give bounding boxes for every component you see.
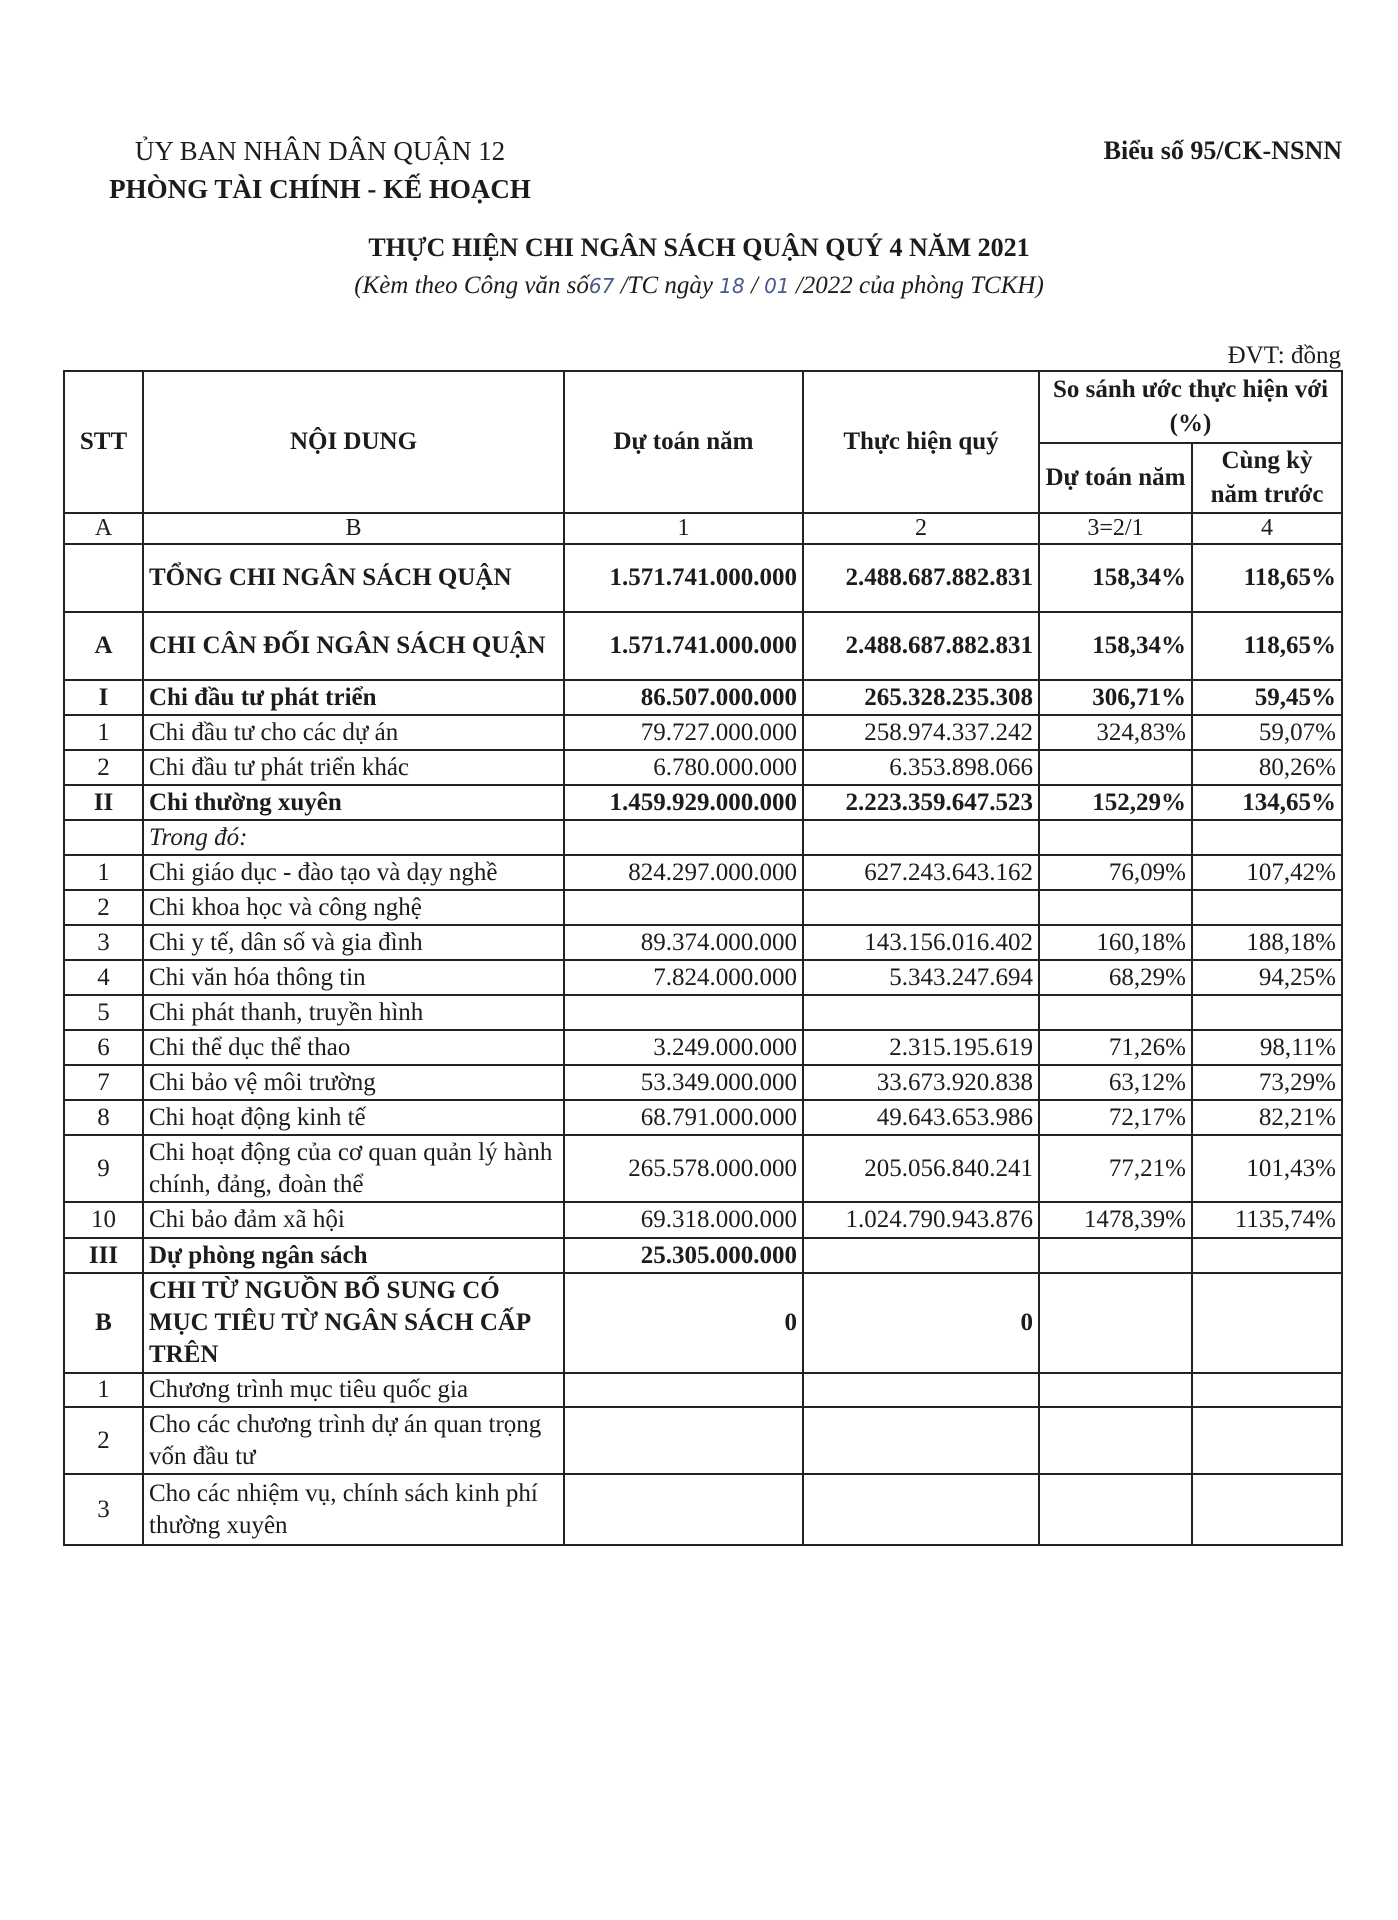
stt-cell: 3 xyxy=(64,925,143,960)
table-row xyxy=(64,995,1342,1030)
pct-prior-cell: 118,65% xyxy=(1192,612,1342,680)
content-cell: Chi hoạt động của cơ quan quản lý hành chính, đảng, đoàn thể xyxy=(143,1135,564,1202)
index-cell: 4 xyxy=(1192,513,1342,544)
date-separator: / xyxy=(750,272,758,299)
table-row xyxy=(64,1135,1342,1202)
content-cell: Chi văn hóa thông tin xyxy=(143,960,564,995)
table-row xyxy=(64,1407,1342,1474)
pct-prior-cell: 80,26% xyxy=(1192,750,1342,785)
estimate-cell: 1.571.741.000.000 xyxy=(564,544,803,612)
estimate-cell: 824.297.000.000 xyxy=(564,855,803,890)
pct-estimate-cell xyxy=(1039,750,1192,785)
content-cell: Chi thường xuyên xyxy=(143,785,564,820)
content-cell: Chi đầu tư cho các dự án xyxy=(143,715,564,750)
table-row xyxy=(64,1100,1342,1135)
agency-name: ỦY BAN NHÂN DÂN QUẬN 12 xyxy=(134,136,506,166)
actual-cell: 2.488.687.882.831 xyxy=(803,544,1039,612)
table-row xyxy=(64,960,1342,995)
header-content: NỘI DUNG xyxy=(143,371,564,513)
pct-estimate-cell: 1478,39% xyxy=(1039,1202,1192,1238)
pct-prior-cell: 82,21% xyxy=(1192,1100,1342,1135)
estimate-cell: 1.571.741.000.000 xyxy=(564,612,803,680)
table-row xyxy=(64,544,1342,612)
content-cell: Chi bảo vệ môi trường xyxy=(143,1065,564,1100)
table-row xyxy=(64,1273,1342,1373)
pct-prior-cell: 59,45% xyxy=(1192,680,1342,715)
estimate-cell: 68.791.000.000 xyxy=(564,1100,803,1135)
pct-prior-cell: 188,18% xyxy=(1192,925,1342,960)
header-estimate: Dự toán năm xyxy=(564,371,803,513)
handwritten-day: 18 xyxy=(719,274,745,298)
pct-estimate-cell: 63,12% xyxy=(1039,1065,1192,1100)
actual-cell: 5.343.247.694 xyxy=(803,960,1039,995)
index-cell: 1 xyxy=(564,513,803,544)
stt-cell xyxy=(64,544,143,612)
pct-prior-cell xyxy=(1192,1238,1342,1273)
actual-cell xyxy=(803,1238,1039,1273)
pct-estimate-cell xyxy=(1039,1273,1192,1373)
content-cell: Chương trình mục tiêu quốc gia xyxy=(143,1373,564,1407)
document-subtitle xyxy=(0,272,1398,300)
document-title: THỰC HIỆN CHI NGÂN SÁCH QUẬN QUÝ 4 NĂM 2021 xyxy=(368,233,1030,262)
content-cell: CHI CÂN ĐỐI NGÂN SÁCH QUẬN xyxy=(143,612,564,680)
actual-cell xyxy=(803,890,1039,925)
budget-table xyxy=(63,370,1343,1546)
pct-estimate-cell: 77,21% xyxy=(1039,1135,1192,1202)
table-row xyxy=(64,785,1342,820)
pct-prior-cell: 94,25% xyxy=(1192,960,1342,995)
stt-cell: 10 xyxy=(64,1202,143,1238)
estimate-cell: 7.824.000.000 xyxy=(564,960,803,995)
stt-cell: 9 xyxy=(64,1135,143,1202)
actual-cell: 265.328.235.308 xyxy=(803,680,1039,715)
table-row xyxy=(64,680,1342,715)
stt-cell: 7 xyxy=(64,1065,143,1100)
actual-cell: 2.315.195.619 xyxy=(803,1030,1039,1065)
stt-cell: 3 xyxy=(64,1474,143,1545)
table-row xyxy=(64,1202,1342,1238)
content-cell: Chi thể dục thể thao xyxy=(143,1030,564,1065)
estimate-cell: 79.727.000.000 xyxy=(564,715,803,750)
actual-cell: 627.243.643.162 xyxy=(803,855,1039,890)
estimate-cell: 53.349.000.000 xyxy=(564,1065,803,1100)
pct-prior-cell: 1135,74% xyxy=(1192,1202,1342,1238)
stt-cell: 8 xyxy=(64,1100,143,1135)
pct-estimate-cell xyxy=(1039,1474,1192,1545)
handwritten-doc-number: 67 xyxy=(588,274,615,298)
subtitle-part2: /TC ngày xyxy=(620,272,713,299)
estimate-cell: 1.459.929.000.000 xyxy=(564,785,803,820)
header-stt: STT xyxy=(64,371,143,513)
pct-estimate-cell: 158,34% xyxy=(1039,544,1192,612)
pct-estimate-cell: 68,29% xyxy=(1039,960,1192,995)
actual-cell xyxy=(803,1407,1039,1474)
table-row xyxy=(64,820,1342,855)
pct-prior-cell: 134,65% xyxy=(1192,785,1342,820)
table-row xyxy=(64,1030,1342,1065)
pct-estimate-cell: 72,17% xyxy=(1039,1100,1192,1135)
pct-prior-cell xyxy=(1192,1273,1342,1373)
actual-cell: 205.056.840.241 xyxy=(803,1135,1039,1202)
index-cell: A xyxy=(64,513,143,544)
actual-cell: 2.223.359.647.523 xyxy=(803,785,1039,820)
content-cell: TỔNG CHI NGÂN SÁCH QUẬN xyxy=(143,544,564,612)
actual-cell: 1.024.790.943.876 xyxy=(803,1202,1039,1238)
table-row xyxy=(64,890,1342,925)
form-number: Biểu số 95/CK-NSNN xyxy=(1103,136,1342,165)
content-cell: Chi khoa học và công nghệ xyxy=(143,890,564,925)
table-row xyxy=(64,750,1342,785)
table-row xyxy=(64,715,1342,750)
table-row xyxy=(64,612,1342,680)
content-cell: Chi bảo đảm xã hội xyxy=(143,1202,564,1238)
stt-cell: 2 xyxy=(64,890,143,925)
stt-cell: 1 xyxy=(64,715,143,750)
pct-estimate-cell: 76,09% xyxy=(1039,855,1192,890)
pct-prior-cell: 98,11% xyxy=(1192,1030,1342,1065)
content-cell: Chi phát thanh, truyền hình xyxy=(143,995,564,1030)
pct-prior-cell xyxy=(1192,890,1342,925)
pct-prior-cell xyxy=(1192,1407,1342,1474)
stt-cell: I xyxy=(64,680,143,715)
header-vs-prior: Cùng kỳ năm trước xyxy=(1192,443,1342,513)
content-cell: Chi đầu tư phát triển khác xyxy=(143,750,564,785)
stt-cell: II xyxy=(64,785,143,820)
table-row xyxy=(64,1373,1342,1407)
estimate-cell: 25.305.000.000 xyxy=(564,1238,803,1273)
content-cell: Chi hoạt động kinh tế xyxy=(143,1100,564,1135)
actual-cell xyxy=(803,1474,1039,1545)
content-cell: CHI TỪ NGUỒN BỔ SUNG CÓ MỤC TIÊU TỪ NGÂN SÁCH CẤP TRÊN xyxy=(143,1273,564,1373)
estimate-cell: 3.249.000.000 xyxy=(564,1030,803,1065)
pct-estimate-cell: 306,71% xyxy=(1039,680,1192,715)
estimate-cell: 86.507.000.000 xyxy=(564,680,803,715)
unit-label: ĐVT: đồng xyxy=(1227,342,1341,369)
stt-cell: 5 xyxy=(64,995,143,1030)
subtitle-part1: (Kèm theo Công văn số xyxy=(354,272,589,299)
content-cell: Trong đó: xyxy=(143,820,564,855)
actual-cell: 2.488.687.882.831 xyxy=(803,612,1039,680)
stt-cell: 2 xyxy=(64,1407,143,1474)
index-cell: 3=2/1 xyxy=(1039,513,1192,544)
stt-cell: 6 xyxy=(64,1030,143,1065)
actual-cell xyxy=(803,820,1039,855)
stt-cell: III xyxy=(64,1238,143,1273)
pct-estimate-cell: 152,29% xyxy=(1039,785,1192,820)
stt-cell: 1 xyxy=(64,855,143,890)
pct-estimate-cell xyxy=(1039,1238,1192,1273)
content-cell: Dự phòng ngân sách xyxy=(143,1238,564,1273)
table-row xyxy=(64,1474,1342,1545)
table-row xyxy=(64,855,1342,890)
estimate-cell xyxy=(564,1373,803,1407)
stt-cell: 2 xyxy=(64,750,143,785)
stt-cell: 4 xyxy=(64,960,143,995)
content-cell: Cho các nhiệm vụ, chính sách kinh phí thường xuyên xyxy=(143,1474,564,1545)
actual-cell: 258.974.337.242 xyxy=(803,715,1039,750)
estimate-cell xyxy=(564,1474,803,1545)
actual-cell xyxy=(803,1373,1039,1407)
pct-estimate-cell: 71,26% xyxy=(1039,1030,1192,1065)
pct-estimate-cell xyxy=(1039,995,1192,1030)
issuer-block xyxy=(85,132,555,208)
pct-estimate-cell xyxy=(1039,890,1192,925)
estimate-cell xyxy=(564,820,803,855)
pct-estimate-cell: 324,83% xyxy=(1039,715,1192,750)
pct-prior-cell xyxy=(1192,820,1342,855)
actual-cell: 143.156.016.402 xyxy=(803,925,1039,960)
stt-cell: A xyxy=(64,612,143,680)
subtitle-part3: /2022 của phòng TCKH) xyxy=(795,272,1044,299)
pct-prior-cell xyxy=(1192,1474,1342,1545)
pct-prior-cell xyxy=(1192,995,1342,1030)
estimate-cell xyxy=(564,995,803,1030)
actual-cell xyxy=(803,995,1039,1030)
pct-prior-cell: 107,42% xyxy=(1192,855,1342,890)
pct-prior-cell: 73,29% xyxy=(1192,1065,1342,1100)
table-row xyxy=(64,1238,1342,1273)
office-name: PHÒNG TÀI CHÍNH - KẾ HOẠCH xyxy=(109,174,531,204)
index-cell: B xyxy=(143,513,564,544)
content-cell: Chi y tế, dân số và gia đình xyxy=(143,925,564,960)
pct-estimate-cell: 158,34% xyxy=(1039,612,1192,680)
pct-prior-cell: 59,07% xyxy=(1192,715,1342,750)
pct-estimate-cell xyxy=(1039,1373,1192,1407)
stt-cell xyxy=(64,820,143,855)
stt-cell: 1 xyxy=(64,1373,143,1407)
actual-cell: 6.353.898.066 xyxy=(803,750,1039,785)
index-cell: 2 xyxy=(803,513,1039,544)
actual-cell: 0 xyxy=(803,1273,1039,1373)
estimate-cell: 265.578.000.000 xyxy=(564,1135,803,1202)
estimate-cell: 0 xyxy=(564,1273,803,1373)
estimate-cell: 69.318.000.000 xyxy=(564,1202,803,1238)
pct-estimate-cell: 160,18% xyxy=(1039,925,1192,960)
content-cell: Cho các chương trình dự án quan trọng vốn đầu tư xyxy=(143,1407,564,1474)
table-row xyxy=(64,1065,1342,1100)
estimate-cell: 89.374.000.000 xyxy=(564,925,803,960)
actual-cell: 33.673.920.838 xyxy=(803,1065,1039,1100)
content-cell: Chi đầu tư phát triển xyxy=(143,680,564,715)
header-actual: Thực hiện quý xyxy=(803,371,1039,513)
actual-cell: 49.643.653.986 xyxy=(803,1100,1039,1135)
stt-cell: B xyxy=(64,1273,143,1373)
pct-estimate-cell xyxy=(1039,820,1192,855)
pct-estimate-cell xyxy=(1039,1407,1192,1474)
content-cell: Chi giáo dục - đào tạo và dạy nghề xyxy=(143,855,564,890)
estimate-cell xyxy=(564,1407,803,1474)
header-compare: So sánh ước thực hiện với (%) xyxy=(1039,371,1342,443)
header-vs-estimate: Dự toán năm xyxy=(1039,443,1192,513)
handwritten-month: 01 xyxy=(764,274,790,298)
estimate-cell xyxy=(564,890,803,925)
pct-prior-cell: 118,65% xyxy=(1192,544,1342,612)
pct-prior-cell: 101,43% xyxy=(1192,1135,1342,1202)
table-row xyxy=(64,925,1342,960)
pct-prior-cell xyxy=(1192,1373,1342,1407)
estimate-cell: 6.780.000.000 xyxy=(564,750,803,785)
